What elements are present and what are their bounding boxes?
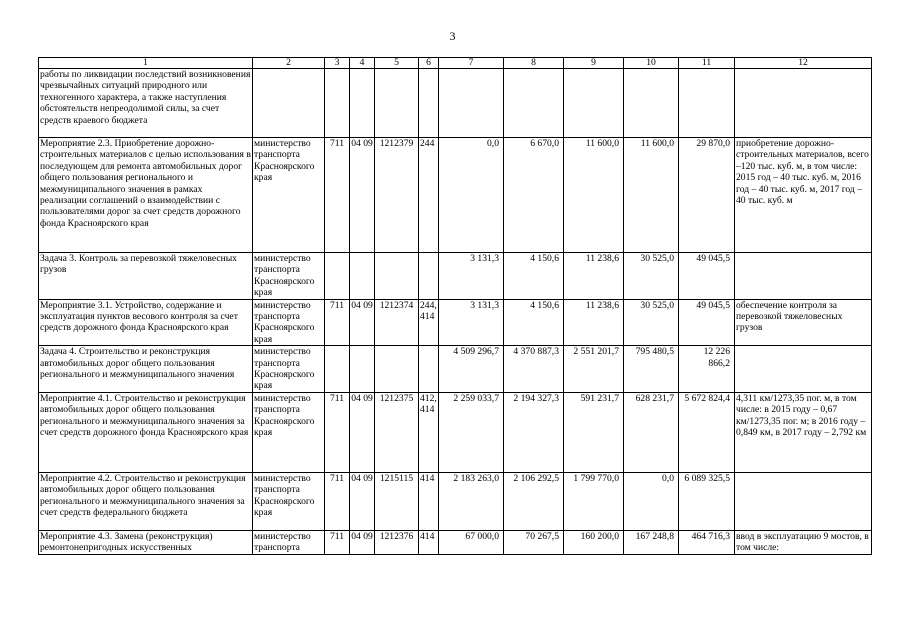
total-cell: 464 716,3: [679, 530, 735, 554]
activity-cell: Мероприятие 4.2. Строительство и реконструкция автомобильных дорог общего пользования регионального и межмуниципального значения за счет средств федерального бюджета: [39, 472, 253, 530]
activity-cell: Мероприятие 4.1. Строительство и реконструкция автомобильных дорог общего пользования регионального и межмуниципального значения за счет средств дорожного фонда Красноярского края: [39, 392, 253, 472]
rzpr-cell: [350, 346, 375, 393]
result-cell: обеспечение контроля за перевозкой тяжеловесных грузов: [735, 299, 872, 346]
rzpr-cell: 04 09: [350, 299, 375, 346]
year-2014-cell: 4 509 296,7: [439, 346, 504, 393]
table-row: [39, 138, 872, 253]
rzpr-cell: 04 09: [350, 472, 375, 530]
grbs-cell: 711: [325, 138, 350, 253]
total-cell: 29 870,0: [679, 138, 735, 253]
executor-cell: министерство транспорта Красноярского края: [253, 346, 325, 393]
csr-cell: [375, 69, 419, 138]
year-2016-cell: 1 799 770,0: [564, 472, 624, 530]
year-2016-cell: 11 600,0: [564, 138, 624, 253]
table-row: [39, 253, 872, 300]
header-cell: 7: [439, 58, 504, 69]
year-2015-cell: 4 370 887,3: [504, 346, 564, 393]
table-row: [39, 392, 872, 472]
header-cell: 1: [39, 58, 253, 69]
header-row: [39, 58, 872, 69]
year-2014-cell: 2 259 033,7: [439, 392, 504, 472]
header-cell: 5: [375, 58, 419, 69]
year-2014-cell: 3 131,3: [439, 299, 504, 346]
vr-cell: 414: [419, 472, 439, 530]
vr-cell: [419, 253, 439, 300]
executor-cell: министерство транспорта Красноярского края: [253, 472, 325, 530]
year-2017-cell: 11 600,0: [624, 138, 679, 253]
header-cell: 12: [735, 58, 872, 69]
total-cell: 5 672 824,4: [679, 392, 735, 472]
grbs-cell: 711: [325, 530, 350, 554]
activity-cell: работы по ликвидации последствий возникновения чрезвычайных ситуаций природного или техногенного характера, а также наступления обстоятельств непреодолимой силы, за счет средств краевого бюджета: [39, 69, 253, 138]
csr-cell: 1212375: [375, 392, 419, 472]
activity-cell: Мероприятие 3.1. Устройство, содержание и эксплуатация пунктов весового контроля за счет средств дорожного фонда Красноярского края: [39, 299, 253, 346]
rzpr-cell: 04 09: [350, 392, 375, 472]
header-cell: 2: [253, 58, 325, 69]
csr-cell: [375, 346, 419, 393]
year-2015-cell: [504, 69, 564, 138]
csr-cell: [375, 253, 419, 300]
executor-cell: [253, 69, 325, 138]
year-2014-cell: 0,0: [439, 138, 504, 253]
header-cell: 3: [325, 58, 350, 69]
year-2017-cell: 795 480,5: [624, 346, 679, 393]
year-2017-cell: 30 525,0: [624, 299, 679, 346]
activity-cell: Задача 3. Контроль за перевозкой тяжеловесных грузов: [39, 253, 253, 300]
csr-cell: 1215115: [375, 472, 419, 530]
rzpr-cell: 04 09: [350, 530, 375, 554]
executor-cell: министерство транспорта Красноярского края: [253, 392, 325, 472]
year-2014-cell: 67 000,0: [439, 530, 504, 554]
result-cell: ввод в эксплуатацию 9 мостов, в том числе:: [735, 530, 872, 554]
vr-cell: 414: [419, 530, 439, 554]
grbs-cell: 711: [325, 299, 350, 346]
executor-cell: министерство транспорта Красноярского края: [253, 299, 325, 346]
year-2015-cell: 6 670,0: [504, 138, 564, 253]
grbs-cell: [325, 69, 350, 138]
csr-cell: 1212376: [375, 530, 419, 554]
activity-cell: Задача 4. Строительство и реконструкция автомобильных дорог общего пользования регионального и межмуниципального значения: [39, 346, 253, 393]
grbs-cell: [325, 346, 350, 393]
year-2015-cell: 4 150,6: [504, 299, 564, 346]
year-2016-cell: 591 231,7: [564, 392, 624, 472]
table-row: [39, 346, 872, 393]
result-cell: [735, 472, 872, 530]
year-2015-cell: 2 106 292,5: [504, 472, 564, 530]
table-row: [39, 472, 872, 530]
grbs-cell: 711: [325, 392, 350, 472]
grbs-cell: [325, 253, 350, 300]
year-2017-cell: 30 525,0: [624, 253, 679, 300]
page-number: 3: [449, 29, 456, 43]
year-2017-cell: [624, 69, 679, 138]
activity-cell: Мероприятие 4.3. Замена (реконструкция) ремонтонепригодных искусственных: [39, 530, 253, 554]
program-table: [38, 57, 872, 555]
vr-cell: 244: [419, 138, 439, 253]
result-cell: [735, 253, 872, 300]
executor-cell: министерство транспорта: [253, 530, 325, 554]
executor-cell: министерство транспорта Красноярского края: [253, 138, 325, 253]
rzpr-cell: 04 09: [350, 138, 375, 253]
total-cell: 49 045,5: [679, 253, 735, 300]
executor-cell: министерство транспорта Красноярского края: [253, 253, 325, 300]
total-cell: 12 226 866,2: [679, 346, 735, 393]
vr-cell: 244, 414: [419, 299, 439, 346]
year-2017-cell: 167 248,8: [624, 530, 679, 554]
year-2014-cell: 2 183 263,0: [439, 472, 504, 530]
csr-cell: 1212374: [375, 299, 419, 346]
result-cell: [735, 346, 872, 393]
year-2016-cell: 160 200,0: [564, 530, 624, 554]
total-cell: 6 089 325,5: [679, 472, 735, 530]
year-2015-cell: 4 150,6: [504, 253, 564, 300]
header-cell: 11: [679, 58, 735, 69]
header-cell: 4: [350, 58, 375, 69]
total-cell: [679, 69, 735, 138]
year-2016-cell: 2 551 201,7: [564, 346, 624, 393]
year-2017-cell: 0,0: [624, 472, 679, 530]
result-cell: [735, 69, 872, 138]
year-2016-cell: 11 238,6: [564, 253, 624, 300]
header-cell: 10: [624, 58, 679, 69]
result-cell: приобретение дорожно-строительных материалов, всего –120 тыс. куб. м, в том числе: 2015 год – 40 тыс. куб. м, 2016 год – 40 тыс. куб. м, 2017 год – 40 тыс. куб. м: [735, 138, 872, 253]
grbs-cell: 711: [325, 472, 350, 530]
year-2016-cell: 11 238,6: [564, 299, 624, 346]
header-cell: 6: [419, 58, 439, 69]
year-2015-cell: 70 267,5: [504, 530, 564, 554]
table-row: [39, 299, 872, 346]
year-2015-cell: 2 194 327,3: [504, 392, 564, 472]
vr-cell: [419, 346, 439, 393]
result-cell: 4,311 км/1273,35 пог. м, в том числе: в 2015 году – 0,67 км/1273,35 пог. м; в 2016 году – 0,849 км, в 2017 году – 2,792 км: [735, 392, 872, 472]
csr-cell: 1212379: [375, 138, 419, 253]
header-cell: 8: [504, 58, 564, 69]
year-2014-cell: [439, 69, 504, 138]
table-row: [39, 69, 872, 138]
activity-cell: Мероприятие 2.3. Приобретение дорожно-строительных материалов с целью использования в последующем для ремонта автомобильных дорог общего пользования регионального и межмуниципального значения в рамках реализации соглашений о взаимодействии с пользователями дорог за счет средств дорожного фонда Красноярского края: [39, 138, 253, 253]
vr-cell: 412, 414: [419, 392, 439, 472]
year-2014-cell: 3 131,3: [439, 253, 504, 300]
year-2017-cell: 628 231,7: [624, 392, 679, 472]
total-cell: 49 045,5: [679, 299, 735, 346]
rzpr-cell: [350, 253, 375, 300]
rzpr-cell: [350, 69, 375, 138]
vr-cell: [419, 69, 439, 138]
header-cell: 9: [564, 58, 624, 69]
table-row: [39, 530, 872, 554]
year-2016-cell: [564, 69, 624, 138]
